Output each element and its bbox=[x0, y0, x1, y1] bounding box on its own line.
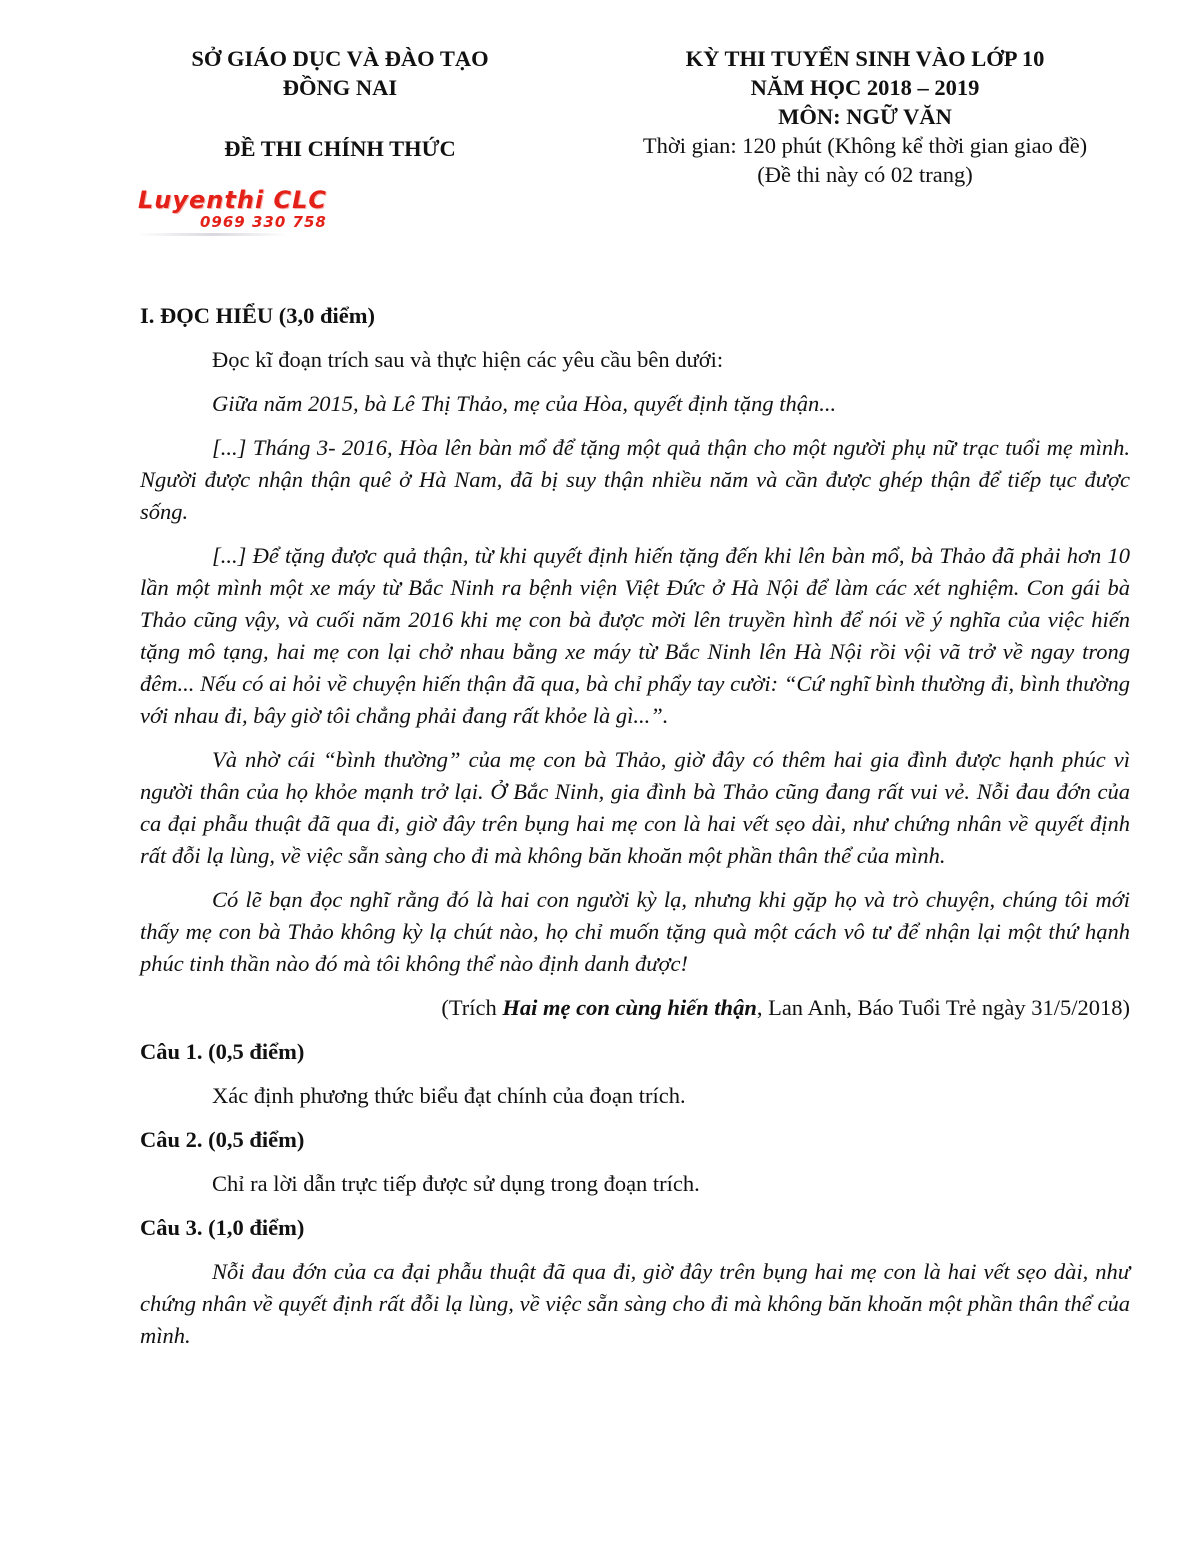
header-right bbox=[600, 44, 1130, 189]
logo-name: Luyenthi CLC bbox=[138, 186, 328, 214]
question-1-text: Xác định phương thức biểu đạt chính của đoạn trích. bbox=[212, 1083, 686, 1108]
school-year: NĂM HỌC 2018 – 2019 bbox=[750, 75, 980, 100]
logo-phone: 0969 330 758 bbox=[200, 213, 327, 231]
question-3-text: Nỗi đau đớn của ca đại phẫu thuật đã qua đi, giờ đây trên bụng hai mẹ con là hai vết sẹo dài, như chứng nhân về quyết định rất đỗi lạ lùng, về việc sẵn sàng cho đi mà không băn khoăn một phần thân thể của mình. bbox=[140, 1259, 1130, 1348]
passage-paragraph: Và nhờ cái “bình thường” của mẹ con bà Thảo, giờ đây có thêm hai gia đình được hạnh phúc vì người thân của họ khỏe mạnh trở lại. Ở Bắc Ninh, gia đình bà Thảo cũng đang rất vui vẻ. Nỗi đau đớn của ca đại phẫu thuật đã qua đi, giờ đây trên bụng hai mẹ con là hai vết sẹo dài, như chứng nhân về quyết định rất đỗi lạ lùng, về việc sẵn sàng cho đi mà không băn khoăn một phần thân thể của mình. bbox=[140, 747, 1130, 868]
citation-title: Hai mẹ con cùng hiến thận bbox=[502, 995, 757, 1020]
passage-paragraph: Có lẽ bạn đọc nghĩ rằng đó là hai con người kỳ lạ, nhưng khi gặp họ và trò chuyện, chúng tôi mới thấy mẹ con bà Thảo không kỳ lạ chút nào, họ chỉ muốn tặng quà một cách vô tư để nhận lại một thứ hạnh phúc tinh thần nào đó mà tôi không thể nào định danh được! bbox=[140, 887, 1130, 976]
passage-paragraph: Giữa năm 2015, bà Lê Thị Thảo, mẹ của Hòa, quyết định tặng thận... bbox=[212, 391, 837, 416]
time-limit: Thời gian: 120 phút (Không kể thời gian giao đề) bbox=[642, 133, 1088, 158]
subject: MÔN: NGỮ VĂN bbox=[778, 104, 952, 129]
passage-paragraph: [...] Để tặng được quả thận, từ khi quyết định hiến tặng đến khi lên bàn mổ, bà Thảo đã phải hơn 10 lần một mình một xe máy từ Bắc Ninh ra bệnh viện Việt Đức ở Hà Nội để làm các xét nghiệm. Con gái bà Thảo cũng vậy, và cuối năm 2016 khi mẹ con bà được mời lên truyền hình để nói về ý nghĩa của việc hiến tặng mô tạng, hai mẹ con lại chở nhau bằng xe máy từ Bắc Ninh lên Hà Nội rồi vội vã trở về ngay trong đêm... Nếu có ai hỏi về chuyện hiến thận đã qua, bà chỉ phẩy tay cười: “Cứ nghĩ bình thường đi, bình thường với nhau đi, bây giờ tôi chẳng phải đang rất khỏe là gì...”. bbox=[140, 543, 1130, 728]
citation-suffix: , Lan Anh, Báo Tuổi Trẻ ngày 31/5/2018) bbox=[756, 995, 1130, 1020]
instruction: Đọc kĩ đoạn trích sau và thực hiện các yêu cầu bên dưới: bbox=[212, 347, 724, 372]
passage-paragraph: [...] Tháng 3- 2016, Hòa lên bàn mổ để tặng một quả thận cho một người phụ nữ trạc tuổi mẹ mình. Người được nhận thận quê ở Hà Nam, đã bị suy thận nhiều năm và cần được ghép thận để tiếp tục được sống. bbox=[140, 435, 1130, 524]
question-3-title: Câu 3. (1,0 điểm) bbox=[140, 1215, 305, 1240]
page-count: (Đề thi này có 02 trang) bbox=[757, 162, 973, 187]
section-title: I. ĐỌC HIỂU (3,0 điểm) bbox=[140, 303, 375, 328]
province-name: ĐỒNG NAI bbox=[282, 75, 398, 100]
department-name: SỞ GIÁO DỤC VÀ ĐÀO TẠO bbox=[191, 46, 489, 71]
header-left bbox=[140, 44, 540, 163]
logo-watermark bbox=[138, 185, 368, 240]
question-1-title: Câu 1. (0,5 điểm) bbox=[140, 1039, 305, 1064]
logo-underline bbox=[138, 233, 288, 236]
question-2-text: Chỉ ra lời dẫn trực tiếp được sử dụng trong đoạn trích. bbox=[212, 1171, 700, 1196]
question-2-title: Câu 2. (0,5 điểm) bbox=[140, 1127, 305, 1152]
citation-prefix: (Trích bbox=[441, 995, 503, 1020]
section-reading bbox=[140, 300, 1130, 1364]
citation bbox=[140, 992, 1130, 1024]
exam-title: KỲ THI TUYỂN SINH VÀO LỚP 10 bbox=[685, 46, 1045, 71]
official-label: ĐỀ THI CHÍNH THỨC bbox=[224, 136, 456, 161]
